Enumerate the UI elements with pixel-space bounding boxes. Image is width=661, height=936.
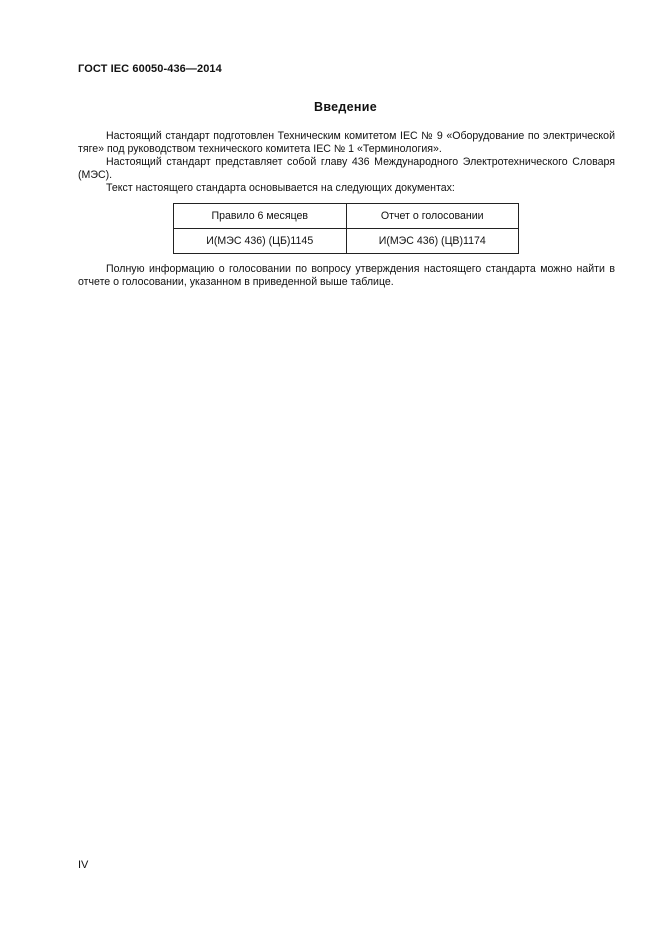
table-header-cell: Отчет о голосовании — [346, 204, 519, 229]
intro-paragraph-3: Текст настоящего стандарта основывается на следующих документах: — [106, 182, 455, 194]
closing-text — [78, 263, 615, 289]
source-documents-table — [173, 203, 519, 254]
table-cell: И(МЭС 436) (ЦБ)1145 — [174, 229, 347, 254]
page-number: IV — [78, 859, 89, 871]
closing-paragraph: Полную информацию о голосовании по вопросу утверждения настоящего стандарта можно найти в отчете о голосовании, указанном в приведенной выше таблице. — [78, 263, 615, 288]
table-cell: И(МЭС 436) (ЦВ)1174 — [346, 229, 519, 254]
standard-code-header: ГОСТ IEC 60050-436—2014 — [78, 63, 222, 75]
table-header-cell: Правило 6 месяцев — [174, 204, 347, 229]
section-title: Введение — [314, 100, 377, 114]
intro-text — [78, 130, 615, 195]
table-header-row — [174, 204, 519, 229]
intro-paragraph-2: Настоящий стандарт представляет собой главу 436 Международного Электротехнического Словаря (МЭС). — [78, 156, 615, 181]
intro-paragraph-1: Настоящий стандарт подготовлен Техническим комитетом IEC № 9 «Оборудование по электрической тяге» под руководством технического комитета IEC № 1 «Терминология». — [78, 130, 615, 155]
table-row — [174, 229, 519, 254]
